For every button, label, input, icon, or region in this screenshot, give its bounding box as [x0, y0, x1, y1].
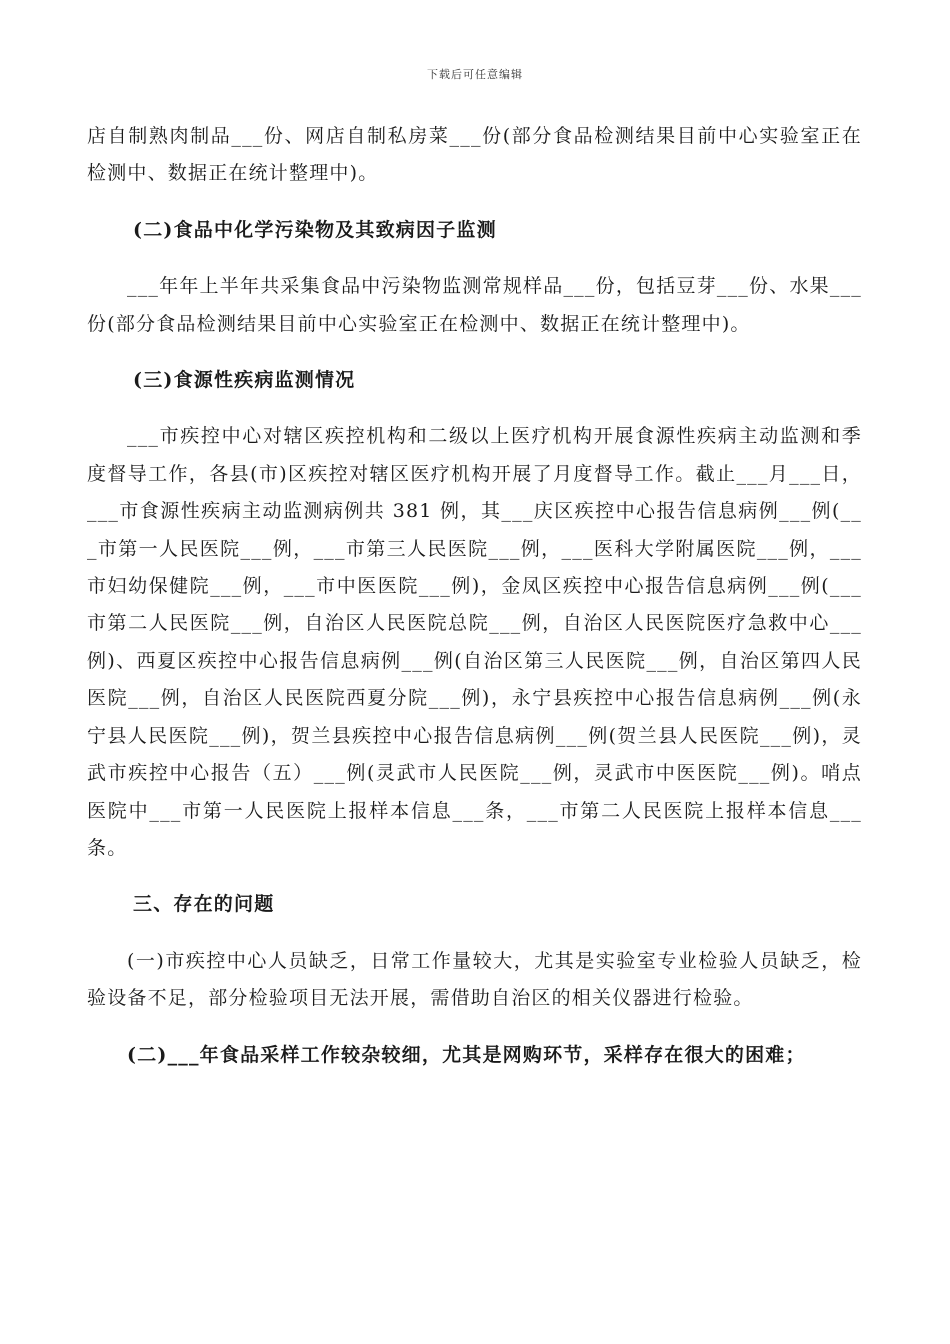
paragraph-foodborne-disease-monitoring: ___市疾控中心对辖区疾控机构和二级以上医疗机构开展食源性疾病主动监测和季度督导工作，各县(市)区疾控对辖区医疗机构开展了月度督导工作。截止___月___日，___市食源性疾病主动监测病例共 381 例，其___庆区疾控中心报告信息病例___例(___市第一人民医院___例，___市第三人民医院___例，___医科大学附属医院___例，___市妇幼保健院___例，___市中医医院___例)，金凤区疾控中心报告信息病例___例(___市第二人民医院___例，自治区人民医院总院___例，自治区人民医院医疗急救中心___例)、西夏区疾控中心报告信息病例___例(自治区第三人民医院___例，自治区第四人民医院___例，自治区人民医院西夏分院___例)，永宁县疾控中心报告信息病例___例(永宁县人民医院___例)，贺兰县疾控中心报告信息病例___例(贺兰县人民医院___例)，灵武市疾控中心报告（五）___例(灵武市人民医院___例，灵武市中医医院___例)。哨点医院中___市第一人民医院上报样本信息___条，___市第二人民医院上报样本信息___条。 [87, 425, 862, 859]
paragraph-continuation: 店自制熟肉制品___份、网店自制私房菜___份(部分食品检测结果目前中心实验室正在检测中、数据正在统计整理中)。 [87, 125, 862, 185]
paragraph-problem-two: (二)___年食品采样工作较杂较细，尤其是网购环节，采样存在很大的困难； [127, 1043, 806, 1066]
document-body [87, 118, 862, 1074]
section-heading-foodborne-disease: (三)食源性疾病监测情况 [133, 369, 356, 392]
paragraph-contaminant-sampling: ___年年上半年共采集食品中污染物监测常规样品___份，包括豆芽___份、水果___份(部分食品检测结果目前中心实验室正在检测中、数据正在统计整理中)。 [87, 275, 862, 335]
page-header: 下载后可任意编辑 [427, 68, 523, 81]
section-heading-chemical-contaminants: (二)食品中化学污染物及其致病因子监测 [133, 218, 497, 241]
section-heading-problems: 三、存在的问题 [133, 893, 275, 916]
paragraph-problem-one: (一)市疾控中心人员缺乏，日常工作量较大，尤其是实验室专业检验人员缺乏，检验设备不足，部分检验项目无法开展，需借助自治区的相关仪器进行检验。 [87, 949, 862, 1010]
